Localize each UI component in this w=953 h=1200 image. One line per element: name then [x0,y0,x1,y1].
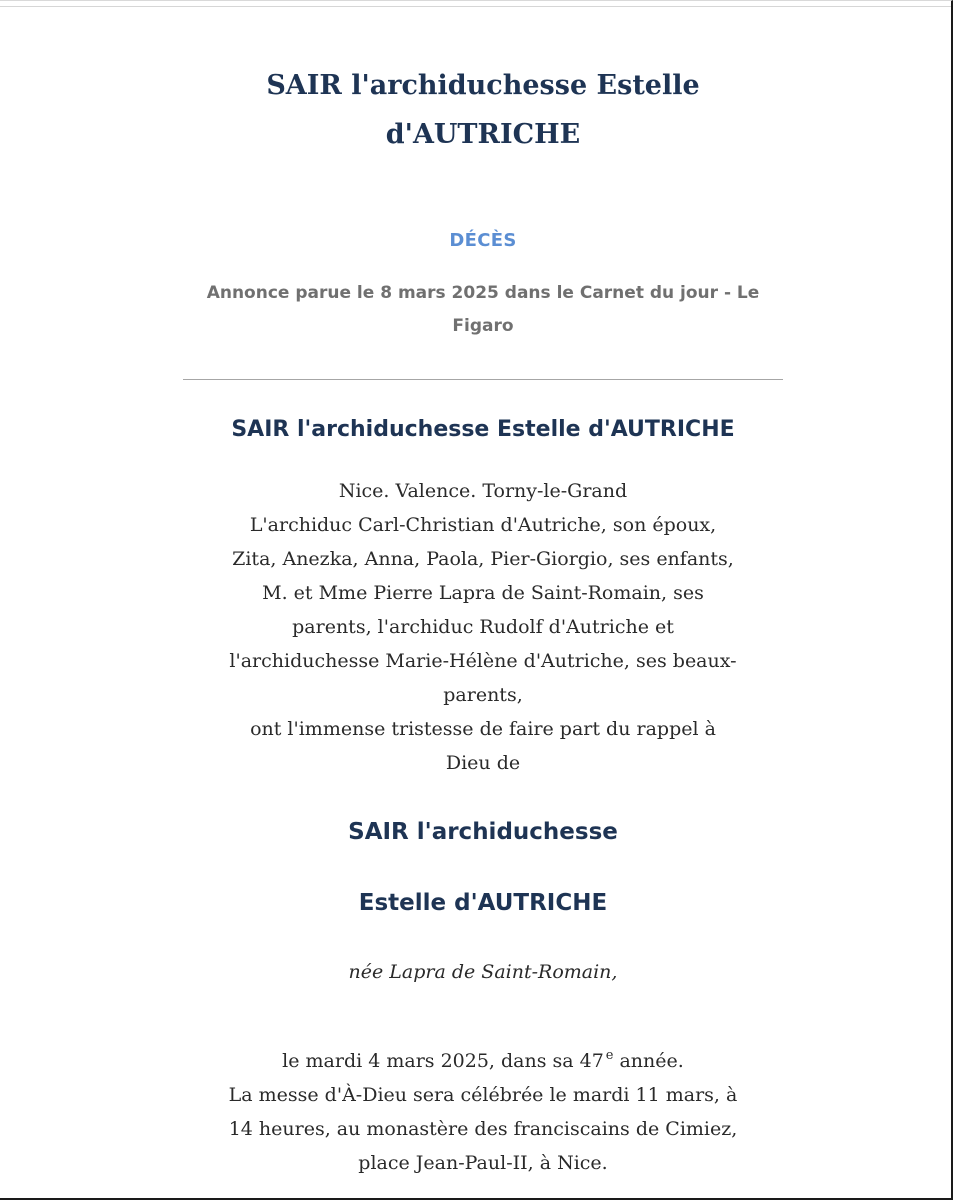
date-suffix: année. [619,1050,684,1072]
intro-line: Zita, Anezka, Anna, Paola, Pier-Giorgio, ses enfants, [232,548,734,570]
section-divider [183,379,783,380]
closing-line: place Jean-Paul-II, à Nice. [358,1152,608,1174]
page-title: SAIR l'archiduchesse Estelle d'AUTRICHE [266,70,700,150]
intro-line: parents, [443,684,523,706]
intro-line: ont l'immense tristesse de faire part du rappel à [250,718,716,740]
closing-line: La messe d'À-Dieu sera célébrée le mardi 11 mars, à [228,1084,738,1106]
intro-line: M. et Mme Pierre Lapra de Saint-Romain, ses [262,582,704,604]
ordinal-superscript: e [605,1048,614,1063]
maiden-name: née Lapra de Saint-Romain, [348,961,618,983]
deceased-name: Estelle d'AUTRICHE [358,890,608,916]
intro-line: l'archiduchesse Marie-Hélène d'Autriche, ses beaux- [229,650,737,672]
intro-line: L'archiduc Carl-Christian d'Autriche, son époux, [249,514,717,536]
intro-line: Nice. Valence. Torny-le-Grand [338,480,628,502]
deceased-name-title: SAIR l'archiduchesse [348,819,618,845]
intro-line: parents, l'archiduc Rudolf d'Autriche et [292,616,674,638]
announcement-closing [183,1044,783,1180]
announcement-subtitle: SAIR l'archiduchesse Estelle d'AUTRICHE [231,417,735,442]
publication-info: Annonce parue le 8 mars 2025 dans le Carnet du jour - Le Figaro [206,283,760,336]
closing-line: 14 heures, au monastère des franciscains de Cimiez, [228,1118,738,1140]
date-line [183,1044,783,1078]
category-label[interactable]: DÉCÈS [449,230,517,251]
announcement-content [183,1,783,1180]
announcement-intro [183,474,783,780]
date-prefix: le mardi 4 mars 2025, dans sa 47 [282,1050,604,1072]
intro-line: Dieu de [445,752,521,774]
